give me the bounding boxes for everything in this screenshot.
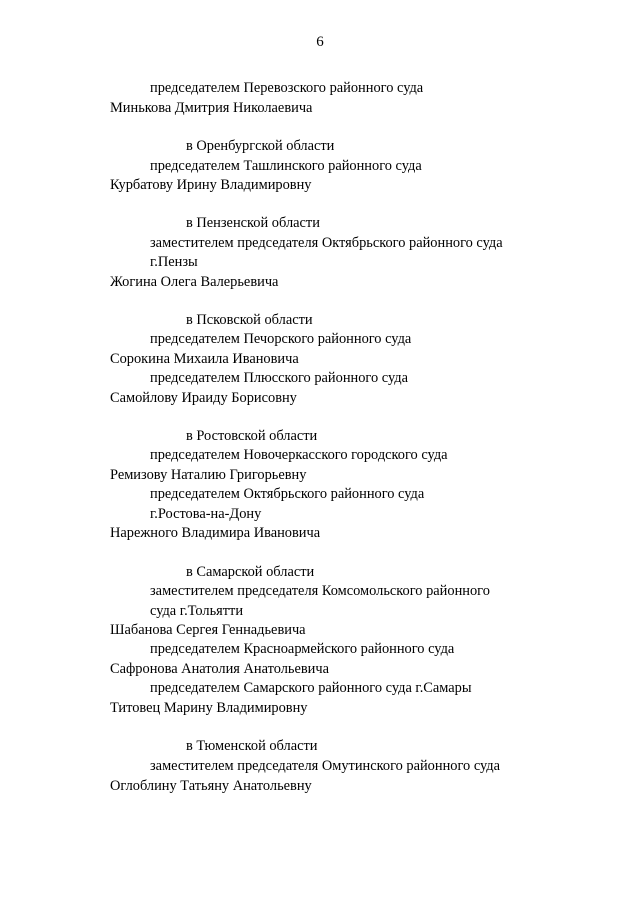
appointee-name: Сорокина Михаила Ивановича xyxy=(110,351,299,367)
appointee-name: Курбатову Ирину Владимировну xyxy=(110,177,312,193)
appointment-position: председателем Ташлинского районного суда xyxy=(150,158,422,174)
appointment-position: заместителем председателя Комсомольского районного xyxy=(150,583,490,599)
appointee-name: Ремизову Наталию Григорьевну xyxy=(110,467,307,483)
region-heading: в Ростовской области xyxy=(186,428,318,444)
region-heading: в Тюменской области xyxy=(186,738,318,754)
appointment-position: заместителем председателя Октябрьского районного суда xyxy=(150,235,503,251)
appointment-position-continued: г.Ростова-на-Дону xyxy=(150,506,262,522)
appointment-position: председателем Новочеркасского городского суда xyxy=(150,447,448,463)
region-heading: в Псковской области xyxy=(186,312,313,328)
appointee-name: Жогина Олега Валерьевича xyxy=(110,274,279,290)
appointment-position: председателем Перевозского районного суда xyxy=(150,80,424,96)
appointment-position: председателем Самарского районного суда г.Самары xyxy=(150,680,472,696)
appointee-name: Минькова Дмитрия Николаевича xyxy=(110,100,313,116)
appointee-name: Сафронова Анатолия Анатольевича xyxy=(110,661,329,677)
appointment-position: заместителем председателя Омутинского районного суда xyxy=(150,758,501,774)
region-heading: в Оренбургской области xyxy=(186,138,335,154)
appointee-name: Титовец Марину Владимировну xyxy=(110,700,308,716)
appointment-position: председателем Печорского районного суда xyxy=(150,331,412,347)
page-number: 6 xyxy=(316,34,324,50)
appointment-position: председателем Плюсского районного суда xyxy=(150,370,408,386)
appointment-position-continued: суда г.Тольятти xyxy=(150,603,244,619)
appointee-name: Шабанова Сергея Геннадьевича xyxy=(110,622,306,638)
appointee-name: Нарежного Владимира Ивановича xyxy=(110,525,321,541)
appointment-position-continued: г.Пензы xyxy=(150,254,198,270)
region-heading: в Пензенской области xyxy=(186,215,320,231)
region-heading: в Самарской области xyxy=(186,564,315,580)
appointee-name: Самойлову Ираиду Борисовну xyxy=(110,390,297,406)
appointee-name: Оглоблину Татьяну Анатольевну xyxy=(110,778,312,794)
appointment-position: председателем Октябрьского районного суда xyxy=(150,486,425,502)
appointment-position: председателем Красноармейского районного суда xyxy=(150,641,455,657)
